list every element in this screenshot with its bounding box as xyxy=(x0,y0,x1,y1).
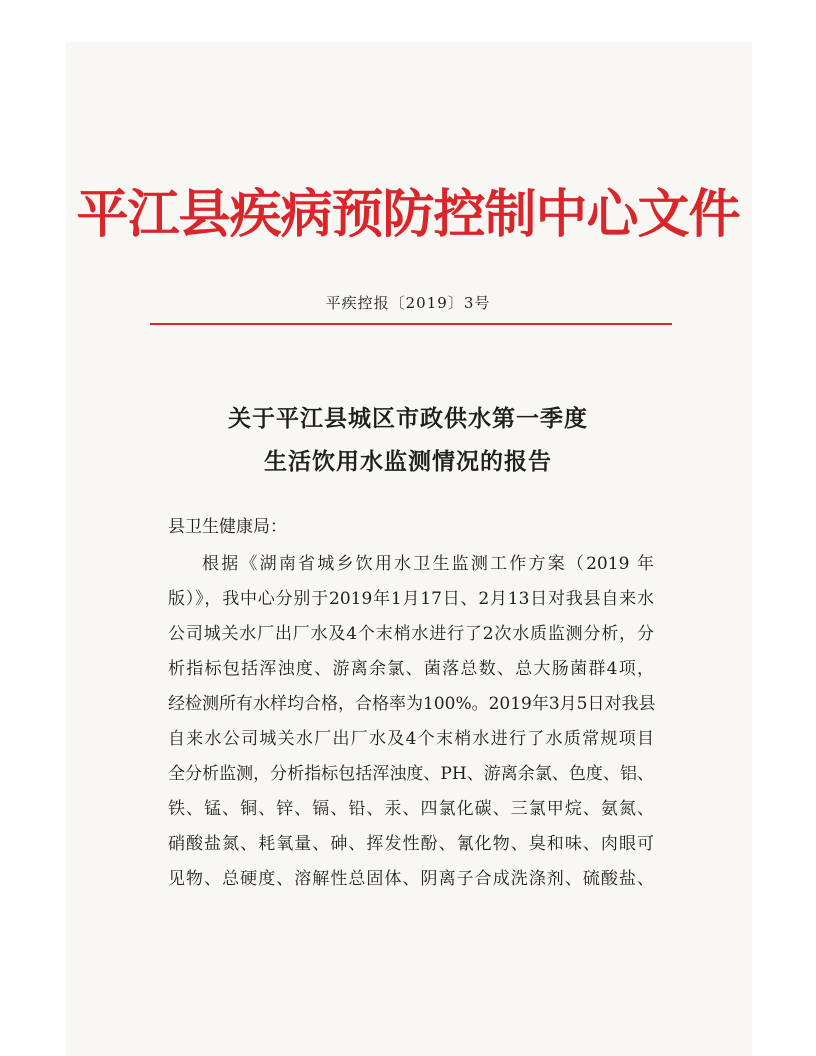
report-title-line-2: 生活饮用水监测情况的报告 xyxy=(264,448,552,475)
body-line: 公司城关水厂出厂水及4个末梢水进行了2次水质监测分析，分 xyxy=(168,624,654,644)
document-header-title: 平江县疾病预防控制中心文件 xyxy=(76,184,740,245)
report-title-line-1: 关于平江县城区市政供水第一季度 xyxy=(228,405,588,432)
salutation: 县卫生健康局： xyxy=(168,517,287,537)
body-line: 版）》，我中心分别于2019年1月17日、2月13日对我县自来水 xyxy=(168,589,654,609)
body-line: 硝酸盐氮、耗氧量、砷、挥发性酚、氰化物、臭和味、肉眼可 xyxy=(168,834,654,854)
body-line: 见物、总硬度、溶解性总固体、阴离子合成洗涤剂、硫酸盐、 xyxy=(168,869,654,889)
body-line: 铁、锰、铜、锌、镉、铅、汞、四氯化碳、三氯甲烷、氨氮、 xyxy=(168,799,654,819)
body-line: 析指标包括浑浊度、游离余氯、菌落总数、总大肠菌群4项， xyxy=(168,659,654,679)
body-line: 根据《湖南省城乡饮用水卫生监测工作方案（2019 年 xyxy=(202,554,654,574)
document-number: 平疾控报〔2019〕3号 xyxy=(325,294,491,312)
body-line: 全分析监测，分析指标包括浑浊度、PH、游离余氯、色度、铝、 xyxy=(168,764,654,784)
header-divider xyxy=(150,323,672,325)
body-line: 自来水公司城关水厂出厂水及4个末梢水进行了水质常规项目 xyxy=(168,729,654,749)
body-line: 经检测所有水样均合格，合格率为100%。2019年3月5日对我县 xyxy=(168,694,656,714)
